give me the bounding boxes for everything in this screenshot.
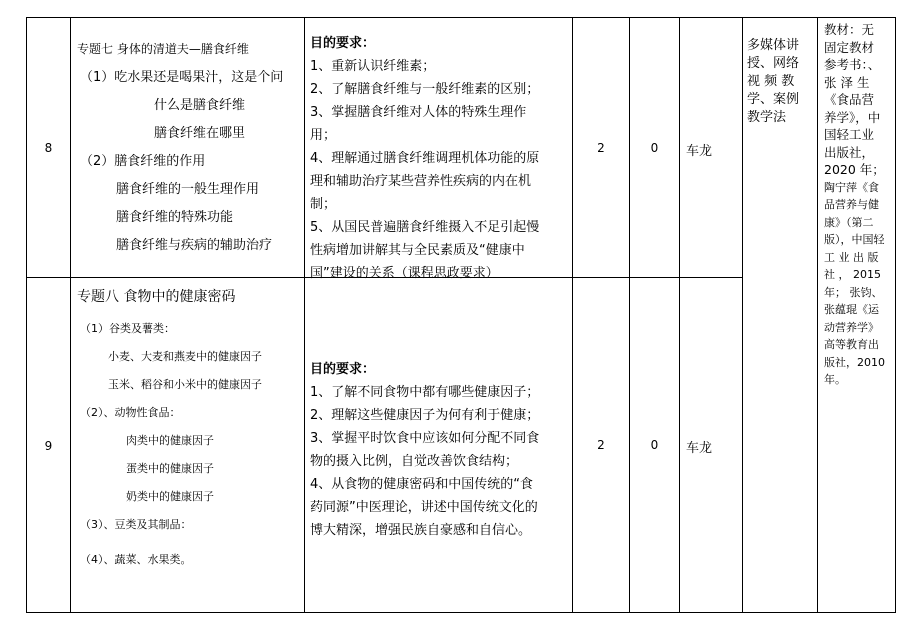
requirements-title: 目的要求： [310, 362, 376, 377]
textbook-line: 固定教材 [824, 39, 875, 55]
topic-title: 专题七 身体的清道夫—膳食纤维 [77, 42, 249, 56]
teacher-name: 车龙 [686, 441, 713, 456]
textbook-line: 版社，2010 [824, 355, 885, 369]
requirement-line: 2、了解膳食纤维与一般纤维素的区别； [310, 82, 540, 97]
requirements-title: 目的要求： [310, 36, 376, 51]
method-line: 授、网络 [747, 56, 800, 71]
textbook-line: 国轻工业 [824, 127, 875, 142]
method-line: 视 频 教 [747, 74, 795, 89]
textbook-line: 2020 年； [824, 162, 885, 177]
requirement-line: 1、重新认识纤维素； [310, 59, 436, 74]
requirement-line: 5、从国民普遍膳食纤维摄入不足引起慢 [310, 220, 540, 235]
requirement-line: 4、理解通过膳食纤维调理机体功能的原 [310, 151, 540, 166]
practice-cell [630, 141, 679, 155]
textbook-line: 张蕴琨《运 [824, 303, 879, 316]
row-number-text: 9 [44, 439, 53, 453]
table-border-line [742, 17, 743, 613]
requirement-line: 物的摄入比例，自觉改善饮食结构； [310, 454, 519, 469]
row-number [27, 439, 70, 453]
topic-line: 膳食纤维的一般生理作用 [116, 182, 260, 197]
teaching-method-cell [747, 37, 817, 127]
topic-line: 膳食纤维与疾病的辅助治疗 [116, 238, 273, 253]
textbook-line: 高等教育出 [824, 338, 879, 351]
textbook-line: 教材：无 [824, 22, 875, 37]
textbook-line: 品营养与健 [824, 198, 879, 211]
method-line: 学、案例 [747, 92, 800, 107]
teacher-name: 车龙 [686, 144, 713, 159]
requirement-line: 药同源”中医理论，讲述中国传统文化的 [310, 500, 538, 515]
textbook-line: 年； 张钧、 [824, 285, 883, 299]
topic-line: 奶类中的健康因子 [126, 490, 214, 503]
requirement-line: 理和辅助治疗某些营养性疾病的内在机 [310, 174, 532, 189]
table-border-line [572, 17, 573, 613]
textbook-line: 年。 [824, 373, 846, 386]
requirement-line: 用； [310, 128, 337, 143]
row-number [27, 141, 70, 155]
practice-value: 0 [650, 438, 659, 452]
textbook-line: 陶宁萍《食 [824, 180, 879, 194]
topic-line: 什么是膳食纤维 [154, 98, 246, 113]
table-border-line [304, 17, 305, 613]
requirement-line: 博大精深，增强民族自豪感和自信心。 [310, 523, 532, 538]
textbook-line: 张 泽 生 [824, 74, 870, 90]
requirements-cell [310, 32, 572, 285]
topic-line: 小麦、大麦和燕麦中的健康因子 [108, 350, 262, 363]
method-line: 多媒体讲 [747, 38, 800, 53]
hours-cell [573, 141, 629, 155]
hours-value: 2 [597, 141, 605, 155]
table-border-line [26, 17, 896, 18]
requirement-line: 2、理解这些健康因子为何有利于健康； [310, 408, 540, 423]
table-border-line [895, 17, 896, 613]
row-number-text: 8 [44, 141, 53, 155]
requirement-line: 3、掌握膳食纤维对人体的特殊生理作 [310, 105, 527, 120]
textbook-line: 参考书：、 [824, 57, 881, 72]
topic-line: （3）、豆类及其制品： [80, 518, 192, 531]
topic-line: （2）膳食纤维的作用 [80, 154, 206, 169]
textbook-line: 社 ， 2015 [824, 268, 881, 281]
table-border-line [26, 612, 896, 613]
requirements-cell [310, 358, 572, 542]
table-border-line [679, 17, 680, 613]
method-line: 教学法 [747, 110, 787, 125]
hours-value: 2 [597, 438, 605, 452]
requirement-line: 性病增加讲解其与全民素质及“健康中 [310, 243, 525, 258]
textbook-line: 出版社， [824, 144, 875, 160]
teacher-cell [686, 140, 742, 159]
topic-line: （1）吃水果还是喝果汁，这是个问 [80, 70, 284, 85]
textbook-cell [824, 21, 895, 389]
table-border-line [629, 17, 630, 613]
table-border-line [70, 17, 71, 613]
textbook-line: 版），中国轻 [824, 233, 885, 246]
teacher-cell [686, 437, 742, 456]
textbook-line: 养学》，中 [824, 109, 881, 125]
topic-line: 玉米、稻谷和小米中的健康因子 [108, 378, 262, 391]
topic-line: 膳食纤维的特殊功能 [116, 210, 234, 225]
requirement-line: 1、了解不同食物中都有哪些健康因子； [310, 385, 540, 400]
hours-cell [573, 438, 629, 452]
topic-line: （1）谷类及薯类： [80, 322, 175, 335]
topic-line: 膳食纤维在哪里 [154, 126, 246, 141]
topic-line: （2）、动物性食品： [80, 406, 181, 419]
topic-cell [77, 40, 303, 253]
topic-line: 蛋类中的健康因子 [126, 462, 214, 475]
requirement-line: 4、从食物的健康密码和中国传统的“食 [310, 477, 534, 492]
table-border-line [817, 17, 818, 613]
requirement-line: 国”建设的关系（课程思政要求） [310, 266, 499, 281]
topic-line: （4）、蔬菜、水果类。 [80, 553, 192, 566]
textbook-line: 康》（第二 [824, 215, 874, 229]
topic-line: 肉类中的健康因子 [126, 434, 214, 447]
textbook-line: 动营养学》 [824, 320, 879, 334]
practice-value: 0 [650, 141, 659, 155]
topic-title: 专题八 食物中的健康密码 [77, 289, 236, 305]
requirement-line: 3、掌握平时饮食中应该如何分配不同食 [310, 431, 540, 446]
textbook-line: 工 业 出 版 [824, 250, 879, 264]
requirement-line: 制； [310, 197, 337, 212]
table-border-line [26, 17, 27, 613]
textbook-line: 《食品营 [824, 92, 875, 107]
practice-cell [630, 438, 679, 452]
